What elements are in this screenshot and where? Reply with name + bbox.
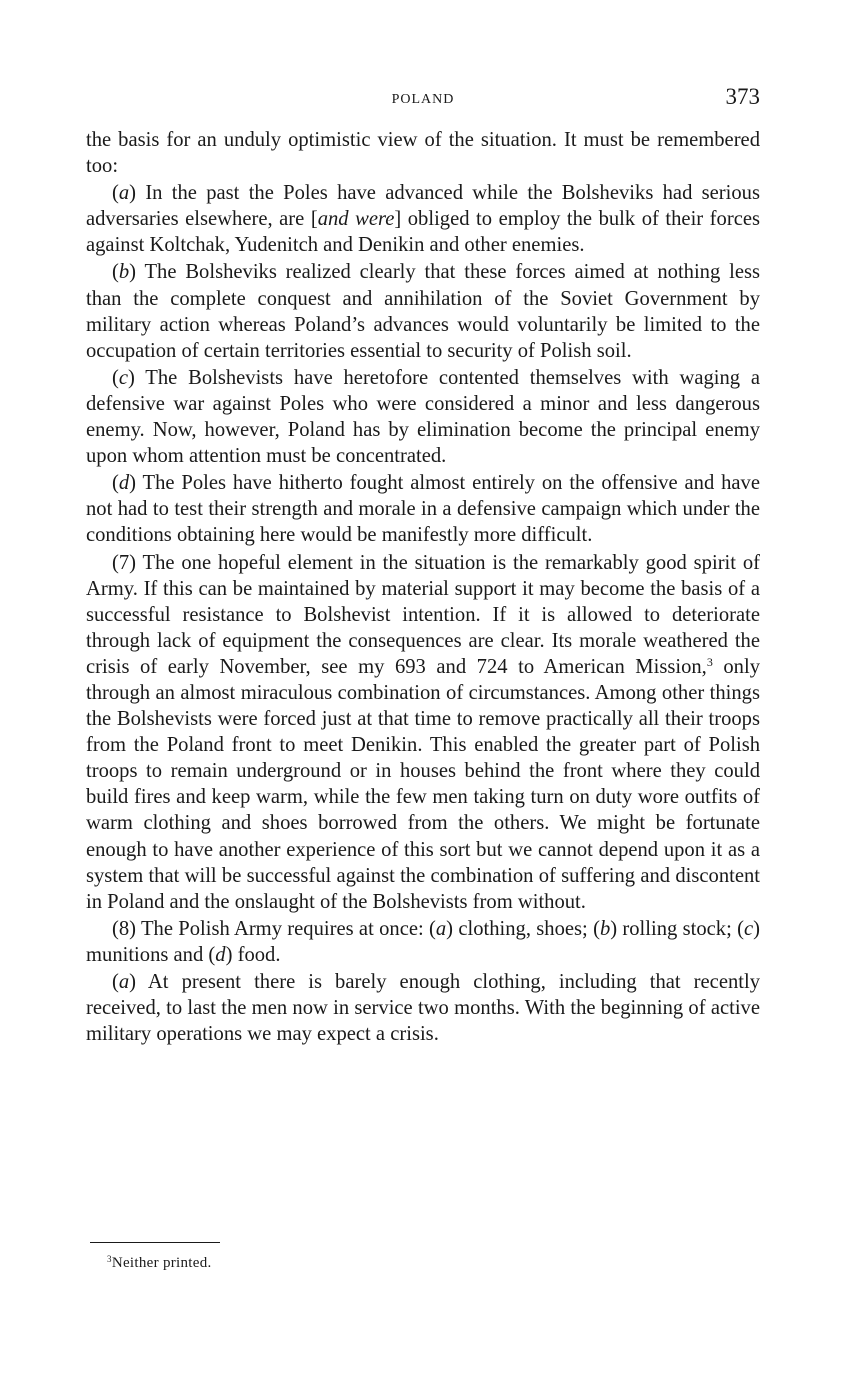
page-header xyxy=(86,84,760,116)
item-marker: d xyxy=(118,472,130,495)
paragraph-continuation: the basis for an unduly optimistic view of the situation. It must be remembered too: xyxy=(86,129,760,178)
paragraph-a: (a) In the past the Poles have advanced while the Bolsheviks had serious adversaries elsewhere, are [and were] obliged to employ the bulk of their forces against Koltchak, Yudenitch and Denikin and other enemies. xyxy=(86,182,760,257)
item-marker: b xyxy=(118,261,130,284)
paragraph-b: (b) The Bolsheviks realized clearly that these forces aimed at nothing less than the complete conquest and annihilation of the Soviet Government by military action whereas Poland’s advances would voluntarily be limited to the occupation of certain territories essential to security of Polish soil. xyxy=(86,261,760,362)
footnote-reference: 3 xyxy=(706,654,713,669)
footnote-number: 3 xyxy=(107,1254,112,1264)
item-marker: c xyxy=(118,366,128,389)
paragraph-7: (7) The one hopeful element in the situation is the remarkably good spirit of Army. If this can be maintained by material support it may become the basis of a successful resistance to Bolshevist intention. If it is allowed to deteriorate through lack of equipment the consequences are clear. Its morale weathered the crisis of early November, see my 693 and 724 to American Mission,$^3$ only through an almost miraculous combination of circumstances. Among other things the Bolshevists were forced just at that time to remove practically all their troops from the Poland front to meet Denikin. This enabled the greater part of Polish troops to remain underground or in houses behind the front where they could build fires and keep warm, while the few men taking turn on duty wore outfits of warm clothing and shoes borrowed from the others. We might be fortunate enough to have another experience of this sort but we cannot depend upon it as a system that will be successful against the combination of suffering and discontent in Poland and the onslaught of the Bolshevists from without. xyxy=(86,551,760,913)
paragraph-d: (d) The Poles have hitherto fought almost entirely on the offensive and have not had to test their strength and morale in a defensive campaign which under the conditions obtaining here would be manifestly more difficult. xyxy=(86,472,760,547)
footnote xyxy=(107,1254,212,1272)
italic-insertion: and were xyxy=(317,208,395,231)
page-number: 373 xyxy=(725,84,760,109)
footnote-divider xyxy=(90,1242,220,1243)
paragraph-8: (8) The Polish Army requires at once: (a) clothing, shoes; (b) rolling stock; (c) munitions and (d) food. xyxy=(86,917,760,966)
footnote-text: Neither printed. xyxy=(111,1255,212,1271)
paragraph-8a: (a) At present there is barely enough clothing, including that recently received, to last the men now in service two months. With the beginning of active military operations we may expect a crisis. xyxy=(86,971,760,1046)
running-title: POLAND xyxy=(391,92,455,107)
item-marker: a xyxy=(118,971,130,993)
item-marker: a xyxy=(118,182,130,205)
body-text xyxy=(86,127,760,1047)
paragraph-c: (c) The Bolshevists have heretofore contented themselves with waging a defensive war against Poles who were considered a minor and less dangerous enemy. Now, however, Poland has by elimination become the principal enemy upon whom attention must be concentrated. xyxy=(86,366,760,468)
